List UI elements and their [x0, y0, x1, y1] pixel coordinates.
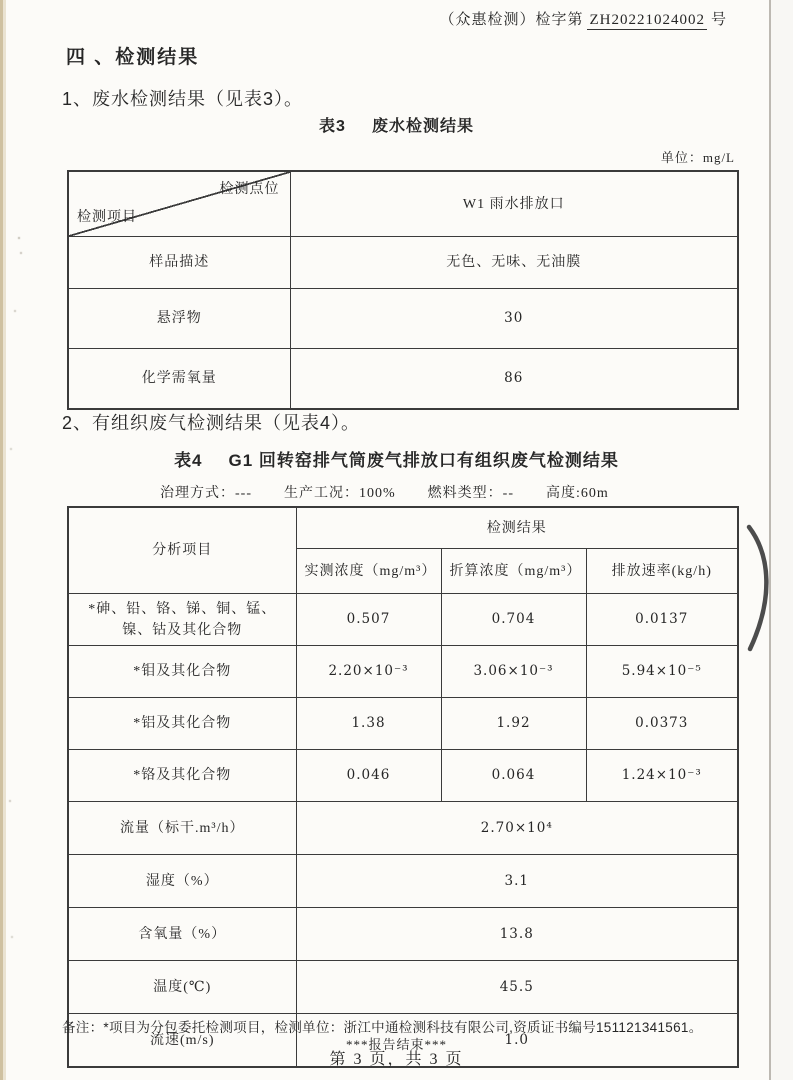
corner-top-label: 检测点位	[219, 182, 280, 197]
row-label: *钼及其化合物	[68, 646, 296, 698]
row-label: 化学需氧量	[68, 349, 290, 410]
table4-name: G1 回转窑排气筒废气排放口有组织废气检测结果	[228, 451, 619, 470]
remark: 备注：*项目为分包委托检测项目，检测单位：浙江中通检测科技有限公司,资质证书编号151121341561。	[62, 1020, 703, 1035]
gas-table	[67, 506, 739, 1068]
rate-value: 5.94×10⁻⁵	[586, 646, 738, 698]
scan-specks	[0, 0, 2, 2]
table-row	[68, 237, 738, 289]
scan-left-edge-inner	[3, 0, 6, 1080]
row-value: 1.0	[296, 1014, 738, 1068]
table-row	[68, 802, 738, 855]
table-row	[68, 908, 738, 961]
table-row	[68, 961, 738, 1014]
table-row	[68, 349, 738, 410]
diag-corner-cell	[68, 171, 290, 237]
row-value: 30	[290, 289, 738, 349]
table-row	[68, 855, 738, 908]
meta-treatment: 治理方式：---	[160, 486, 252, 501]
converted-value: 0.704	[441, 594, 586, 646]
converted-col-header: 折算浓度（mg/m³）	[441, 549, 586, 594]
table-row	[68, 646, 738, 698]
wastewater-section-heading: 1、废水检测结果（见表3）。	[62, 89, 304, 109]
row-label: 湿度（%）	[68, 855, 296, 908]
table4-meta	[160, 482, 720, 502]
measured-value: 0.507	[296, 594, 441, 646]
row-value: 2.70×10⁴	[296, 802, 738, 855]
row-value: 无色、无味、无油膜	[290, 237, 738, 289]
row-label: 悬浮物	[68, 289, 290, 349]
scan-curl-artifact	[742, 524, 778, 652]
row-label: 样品描述	[68, 237, 290, 289]
measured-value: 2.20×10⁻³	[296, 646, 441, 698]
table3-name: 废水检测结果	[371, 118, 474, 135]
section-title: 四 、检测结果	[66, 47, 200, 68]
measured-value: 0.046	[296, 750, 441, 802]
monitoring-point-header: W1 雨水排放口	[290, 171, 738, 237]
row-value: 3.1	[296, 855, 738, 908]
table-row	[68, 594, 738, 646]
row-label: *铝及其化合物	[68, 698, 296, 750]
rate-value: 0.0137	[586, 594, 738, 646]
row-value: 45.5	[296, 961, 738, 1014]
report-end: ***报告结束***	[345, 1037, 447, 1052]
table3-label: 表3	[319, 118, 346, 135]
row-label: 流速(m/s)	[68, 1014, 296, 1068]
unit-label: 单位：mg/L	[660, 150, 735, 165]
doc-number	[439, 8, 727, 29]
table-row	[68, 750, 738, 802]
rate-value: 0.0373	[586, 698, 738, 750]
rate-col-header: 排放速率(kg/h)	[586, 549, 738, 594]
table-row	[68, 289, 738, 349]
rate-value: 1.24×10⁻³	[586, 750, 738, 802]
converted-value: 3.06×10⁻³	[441, 646, 586, 698]
meta-fuel: 燃料类型：--	[427, 486, 514, 501]
measured-value: 1.38	[296, 698, 441, 750]
doc-number-code: ZH20221024002	[589, 12, 705, 28]
row-value: 86	[290, 349, 738, 410]
table4-label: 表4	[174, 451, 203, 470]
table-row	[68, 698, 738, 750]
converted-value: 0.064	[441, 750, 586, 802]
analysis-item-header: 分析项目	[68, 507, 296, 594]
converted-value: 1.92	[441, 698, 586, 750]
row-label: 含氧量（%）	[68, 908, 296, 961]
gas-section-heading: 2、有组织废气检测结果（见表4）。	[62, 413, 361, 433]
measured-col-header: 实测浓度（mg/m³）	[296, 549, 441, 594]
wastewater-table	[67, 170, 739, 410]
table-row	[68, 171, 738, 237]
table3-title	[0, 113, 793, 136]
meta-condition: 生产工况：100%	[284, 486, 396, 501]
meta-height: 高度:60m	[546, 486, 609, 501]
row-value: 13.8	[296, 908, 738, 961]
result-group-header: 检测结果	[296, 507, 738, 549]
table-row	[68, 507, 738, 549]
row-label: 流量（标干.m³/h）	[68, 802, 296, 855]
table4-title	[0, 446, 793, 471]
corner-bottom-label: 检测项目	[77, 210, 137, 225]
doc-number-suffix: 号	[710, 12, 727, 28]
row-label: 温度(℃)	[68, 961, 296, 1014]
page-number: 第 3 页，共 3 页	[329, 1051, 464, 1068]
row-label: *铬及其化合物	[68, 750, 296, 802]
doc-number-prefix: （众惠检测）检字第	[439, 12, 584, 28]
row-label: *砷、铅、铬、锑、铜、锰、镍、钴及其化合物	[68, 594, 296, 646]
